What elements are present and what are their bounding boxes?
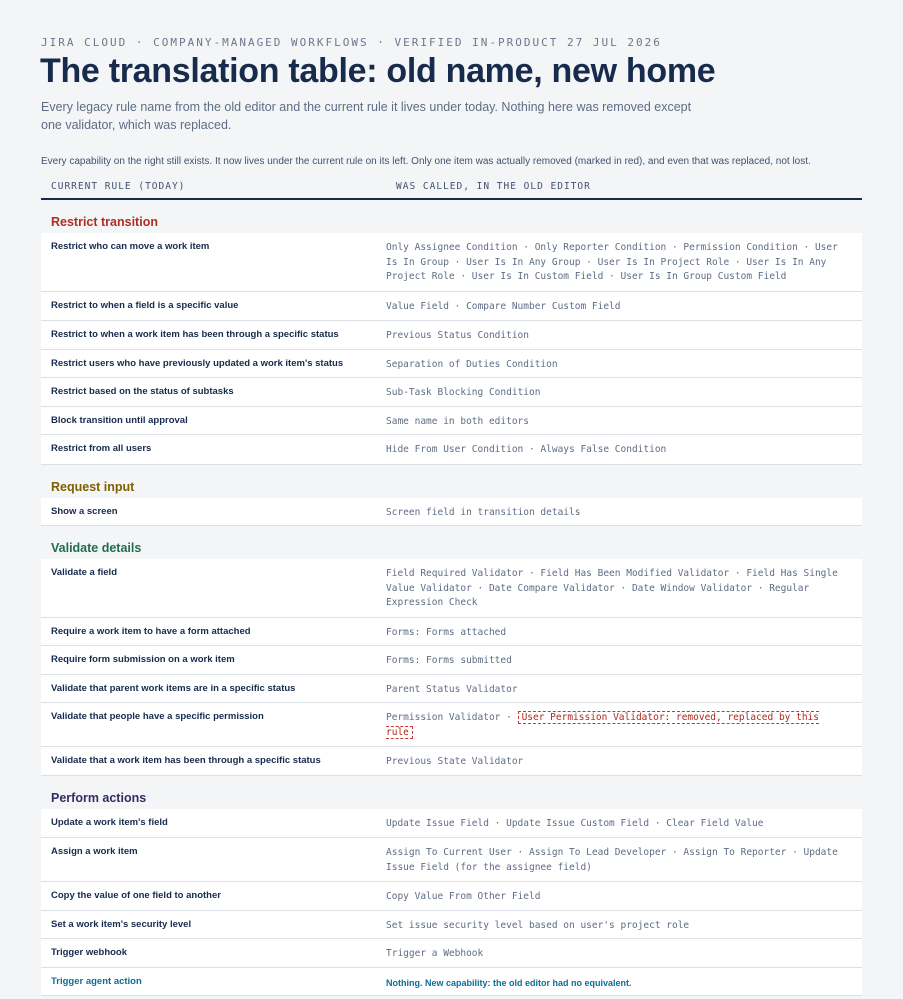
current-rule-cell: Restrict based on the status of subtasks	[51, 386, 234, 397]
old-name-cell	[386, 321, 862, 349]
eyebrow: JIRA CLOUD · COMPANY-MANAGED WORKFLOWS · VERIFIED IN-PRODUCT 27 JUL 2026	[41, 36, 662, 49]
old-name-cell	[386, 809, 862, 838]
old-name-text: Parent Status Validator	[386, 683, 518, 695]
old-name-cell	[386, 407, 862, 435]
old-name-cell	[386, 233, 862, 291]
table-row	[41, 646, 862, 675]
table-row	[41, 968, 862, 997]
old-name-text: Only Assignee Condition · Only Reporter Condition · Permission Condition · User Is In Group · User Is In Any Group · User Is In Project Role · User Is In Any Project Role · User Is In Custom Field · User Is In Group Custom Field	[386, 242, 838, 282]
old-name-cell	[386, 435, 862, 464]
old-name-text: Separation of Duties Condition	[386, 358, 558, 370]
table-row	[41, 233, 862, 292]
page-subtitle: Every legacy rule name from the old editor and the current rule it lives under today. Nothing here was removed except one validator, which was replaced.	[41, 100, 692, 132]
old-name-text: Copy Value From Other Field	[386, 891, 541, 902]
current-rule-cell: Show a screen	[51, 505, 118, 517]
table-note: Every capability on the right still exists. It now lives under the current rule on its left. Only one item was actually removed (marked in red), and even that was replaced, not lost.	[41, 156, 811, 167]
current-rule-cell: Require a work item to have a form attached	[51, 625, 251, 637]
old-name-cell	[386, 498, 862, 526]
current-rule-cell: Restrict who can move a work item	[51, 241, 210, 252]
old-name-cell	[386, 350, 862, 378]
old-name-text: Screen field in transition details	[386, 506, 581, 518]
old-name-text: Value Field · Compare Number Custom Field	[386, 300, 621, 312]
table-row	[41, 838, 862, 882]
old-name-text: Hide From User Condition · Always False Condition	[386, 444, 667, 455]
table-header	[41, 181, 862, 200]
old-name-text: Permission Validator ·	[386, 712, 518, 723]
table-row	[41, 939, 862, 968]
old-name-cell	[386, 703, 862, 746]
current-rule-cell: Restrict to when a work item has been through a specific status	[51, 329, 339, 340]
table-row	[41, 703, 862, 747]
table-row	[41, 559, 862, 618]
current-rule-cell: Validate that a work item has been through a specific status	[51, 755, 321, 766]
old-name-text: Forms: Forms submitted	[386, 655, 512, 666]
current-rule-cell: Restrict users who have previously updated a work item's status	[51, 357, 344, 369]
old-name-cell	[386, 646, 862, 674]
old-name-text: Same name in both editors	[386, 415, 529, 427]
table-row	[41, 292, 862, 322]
translation-table	[41, 181, 862, 996]
current-rule-cell: Copy the value of one field to another	[51, 890, 221, 901]
current-rule-cell: Validate that people have a specific permission	[51, 711, 264, 722]
table-row	[41, 747, 862, 776]
table-body	[41, 200, 862, 996]
current-rule-cell: Restrict to when a field is a specific value	[51, 299, 239, 311]
current-rule-cell: Trigger agent action	[51, 975, 142, 987]
old-name-cell	[386, 559, 862, 617]
group-title: Restrict transition	[51, 215, 158, 229]
old-name-text: Update Issue Field · Update Issue Custom Field · Clear Field Value	[386, 817, 764, 829]
current-rule-cell: Block transition until approval	[51, 414, 188, 426]
old-name-cell	[386, 838, 862, 881]
current-rule-cell: Trigger webhook	[51, 947, 128, 958]
current-rule-cell: Validate a field	[51, 567, 117, 578]
old-name-text: Field Required Validator · Field Has Been Modified Validator · Field Has Single Value Validator · Date Compare Validator · Date Window Validator · Regular Expression Check	[386, 568, 838, 608]
table-row	[41, 407, 862, 436]
old-name-text: Assign To Current User · Assign To Lead Developer · Assign To Reporter · Update Issue Field (for the assignee field)	[386, 847, 838, 873]
old-name-cell	[386, 747, 862, 775]
old-name-text: Previous State Validator	[386, 756, 524, 767]
old-name-cell	[386, 968, 862, 996]
current-rule-cell: Update a work item's field	[51, 816, 168, 828]
table-row	[41, 321, 862, 350]
old-name-cell	[386, 292, 862, 321]
table-row	[41, 809, 862, 839]
table-row	[41, 675, 862, 704]
removed-item-badge: User Permission Validator: removed, replaced by this rule	[386, 712, 819, 738]
table-row	[41, 498, 862, 527]
column-header-old: WAS CALLED, IN THE OLD EDITOR	[396, 181, 591, 192]
column-header-current: CURRENT RULE (TODAY)	[51, 181, 186, 192]
old-name-cell	[386, 675, 862, 703]
current-rule-cell: Assign a work item	[51, 846, 138, 857]
current-rule-cell: Require form submission on a work item	[51, 654, 235, 665]
old-name-cell	[386, 378, 862, 406]
old-name-text: Previous Status Condition	[386, 330, 529, 341]
current-rule-cell: Validate that parent work items are in a specific status	[51, 682, 296, 694]
old-name-text: Set issue security level based on user's project role	[386, 919, 690, 931]
table-row	[41, 435, 862, 465]
old-name-text: Sub-Task Blocking Condition	[386, 387, 541, 398]
current-rule-cell: Restrict from all users	[51, 443, 152, 454]
page-title: The translation table: old name, new home	[40, 52, 716, 90]
old-name-text: Forms: Forms attached	[386, 626, 507, 638]
old-name-cell	[386, 618, 862, 646]
old-name-cell	[386, 939, 862, 967]
table-row	[41, 882, 862, 911]
table-row	[41, 618, 862, 647]
table-row	[41, 378, 862, 407]
group-title: Validate details	[51, 541, 142, 555]
old-name-cell	[386, 911, 862, 939]
current-rule-cell: Set a work item's security level	[51, 918, 192, 930]
old-name-text: Nothing. New capability: the old editor had no equivalent.	[386, 977, 632, 988]
table-row	[41, 350, 862, 379]
group-title: Request input	[51, 479, 135, 494]
group-title: Perform actions	[51, 790, 147, 805]
old-name-text: Trigger a Webhook	[386, 948, 484, 959]
old-name-cell	[386, 882, 862, 910]
table-row	[41, 911, 862, 940]
